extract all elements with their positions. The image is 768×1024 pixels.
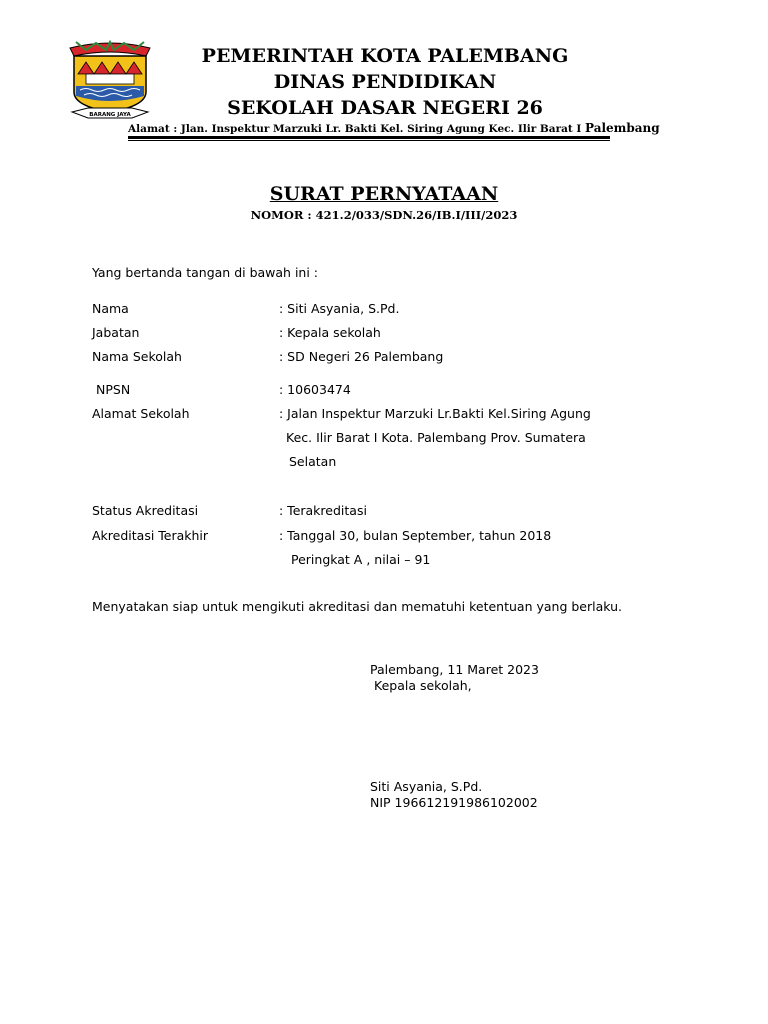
field-akreditasi-label: Akreditasi Terakhir <box>92 528 209 543</box>
field-akreditasi-value-line1: : Tanggal 30, bulan September, tahun 2018 <box>279 528 552 543</box>
logo-motto-text: BARANG JAYA <box>89 112 131 118</box>
kop-line-government: PEMERINTAH KOTA PALEMBANG <box>201 45 569 67</box>
field-alamat-value-line1: : Jalan Inspektur Marzuki Lr.Bakti Kel.Siring Agung <box>279 406 591 421</box>
field-npsn-label: NPSN <box>96 382 131 397</box>
kop-line-department: DINAS PENDIDIKAN <box>273 71 497 93</box>
document-number: NOMOR : 421.2/033/SDN.26/IB.I/III/2023 <box>250 208 518 222</box>
field-alamat-label: Alamat Sekolah <box>92 406 190 421</box>
field-nama-sekolah-label: Nama Sekolah <box>92 349 182 364</box>
field-jabatan-label: Jabatan <box>92 325 140 340</box>
field-alamat-value-line3: Selatan <box>289 454 337 469</box>
statement-text: Menyatakan siap untuk mengikuti akreditasi dan mematuhi ketentuan yang berlaku. <box>92 599 623 614</box>
signature-position: Kepala sekolah, <box>374 678 472 693</box>
field-nama-value: : Siti Asyania, S.Pd. <box>279 301 400 316</box>
kop-divider-thick <box>128 136 610 139</box>
field-akreditasi-value-line2: Peringkat A , nilai – 91 <box>291 552 431 567</box>
kop-address <box>128 121 660 135</box>
field-status-value: : Terakreditasi <box>279 503 367 518</box>
field-nama-label: Nama <box>92 301 129 316</box>
kop-divider-thin <box>128 140 610 141</box>
signature-place-date: Palembang, 11 Maret 2023 <box>370 662 539 677</box>
kop-address-city: Palembang <box>585 121 660 135</box>
document-title: SURAT PERNYATAAN <box>269 183 499 205</box>
field-alamat-value-line2: Kec. Ilir Barat I Kota. Palembang Prov. Sumatera <box>286 430 586 445</box>
signature-name: Siti Asyania, S.Pd. <box>370 779 483 794</box>
kop-address-text: Alamat : Jlan. Inspektur Marzuki Lr. Bakti Kel. Siring Agung Kec. Ilir Barat I <box>128 123 582 135</box>
field-jabatan-value: : Kepala sekolah <box>279 325 381 340</box>
field-npsn-value: : 10603474 <box>279 382 351 397</box>
intro-text: Yang bertanda tangan di bawah ini : <box>92 265 319 280</box>
kop-line-school: SEKOLAH DASAR NEGERI 26 <box>227 97 543 119</box>
field-status-label: Status Akreditasi <box>92 503 199 518</box>
signature-nip: NIP 196612191986102002 <box>370 795 538 810</box>
field-nama-sekolah-value: : SD Negeri 26 Palembang <box>279 349 444 364</box>
